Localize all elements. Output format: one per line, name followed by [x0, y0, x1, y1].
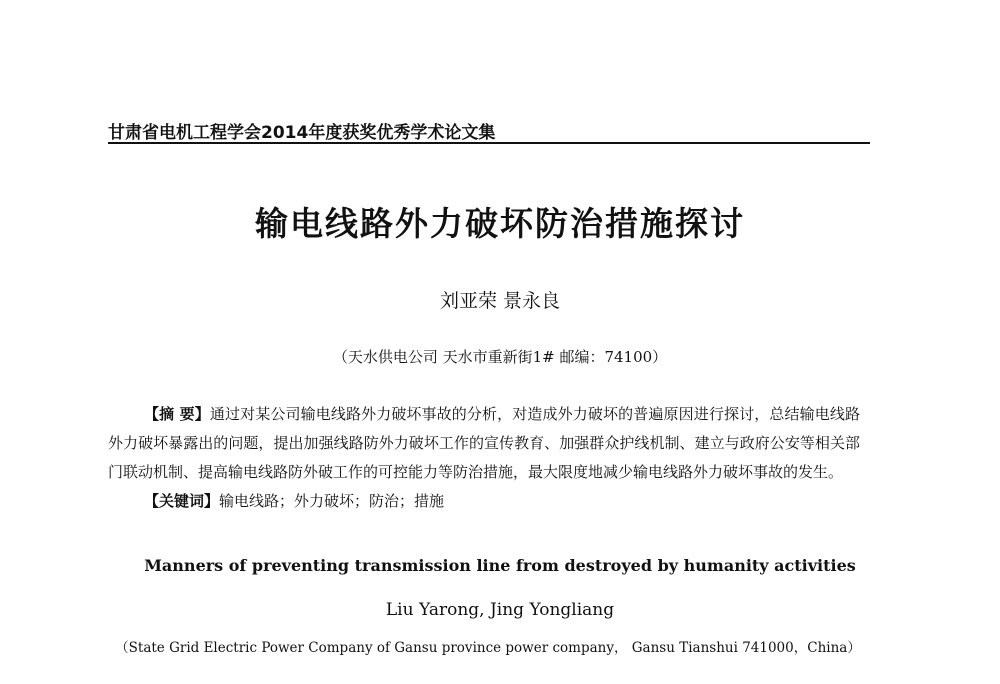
abstract-paragraph	[108, 400, 860, 487]
abstract-label: 【摘 要】	[144, 405, 210, 423]
english-authors: Liu Yarong, Jing Yongliang	[385, 600, 615, 620]
paper-affiliation: （天水供电公司 天水市重新街1# 邮编：74100）	[332, 348, 668, 366]
header-rule	[108, 142, 870, 144]
abstract-text: 通过对某公司输电线路外力破坏事故的分析，对造成外力破坏的普遍原因进行探讨，总结输电线路外力破坏暴露出的问题，提出加强线路防外力破坏工作的宣传教育、加强群众护线机制、建立与政府公安等相关部门联动机制、提高输电线路防外破工作的可控能力等防治措施，最大限度地减少输电线路外力破坏事故的发生。	[108, 405, 860, 481]
english-affiliation: （State Grid Electric Power Company of Gansu province power company， Gansu Tianshui 741000，China）	[115, 640, 861, 656]
keywords-text: 输电线路；外力破坏；防治；措施	[219, 492, 445, 510]
paper-authors: 刘亚荣 景永良	[439, 290, 561, 312]
journal-header: 甘肃省电机工程学会2014年度获奖优秀学术论文集	[108, 123, 496, 143]
keywords-row	[108, 487, 860, 516]
paper-title: 输电线路外力破坏防治措施探讨	[255, 204, 745, 243]
keywords-label: 【关键词】	[144, 492, 220, 510]
abstract-block	[108, 400, 860, 516]
english-title: Manners of preventing transmission line from destroyed by humanity activities	[144, 556, 856, 575]
